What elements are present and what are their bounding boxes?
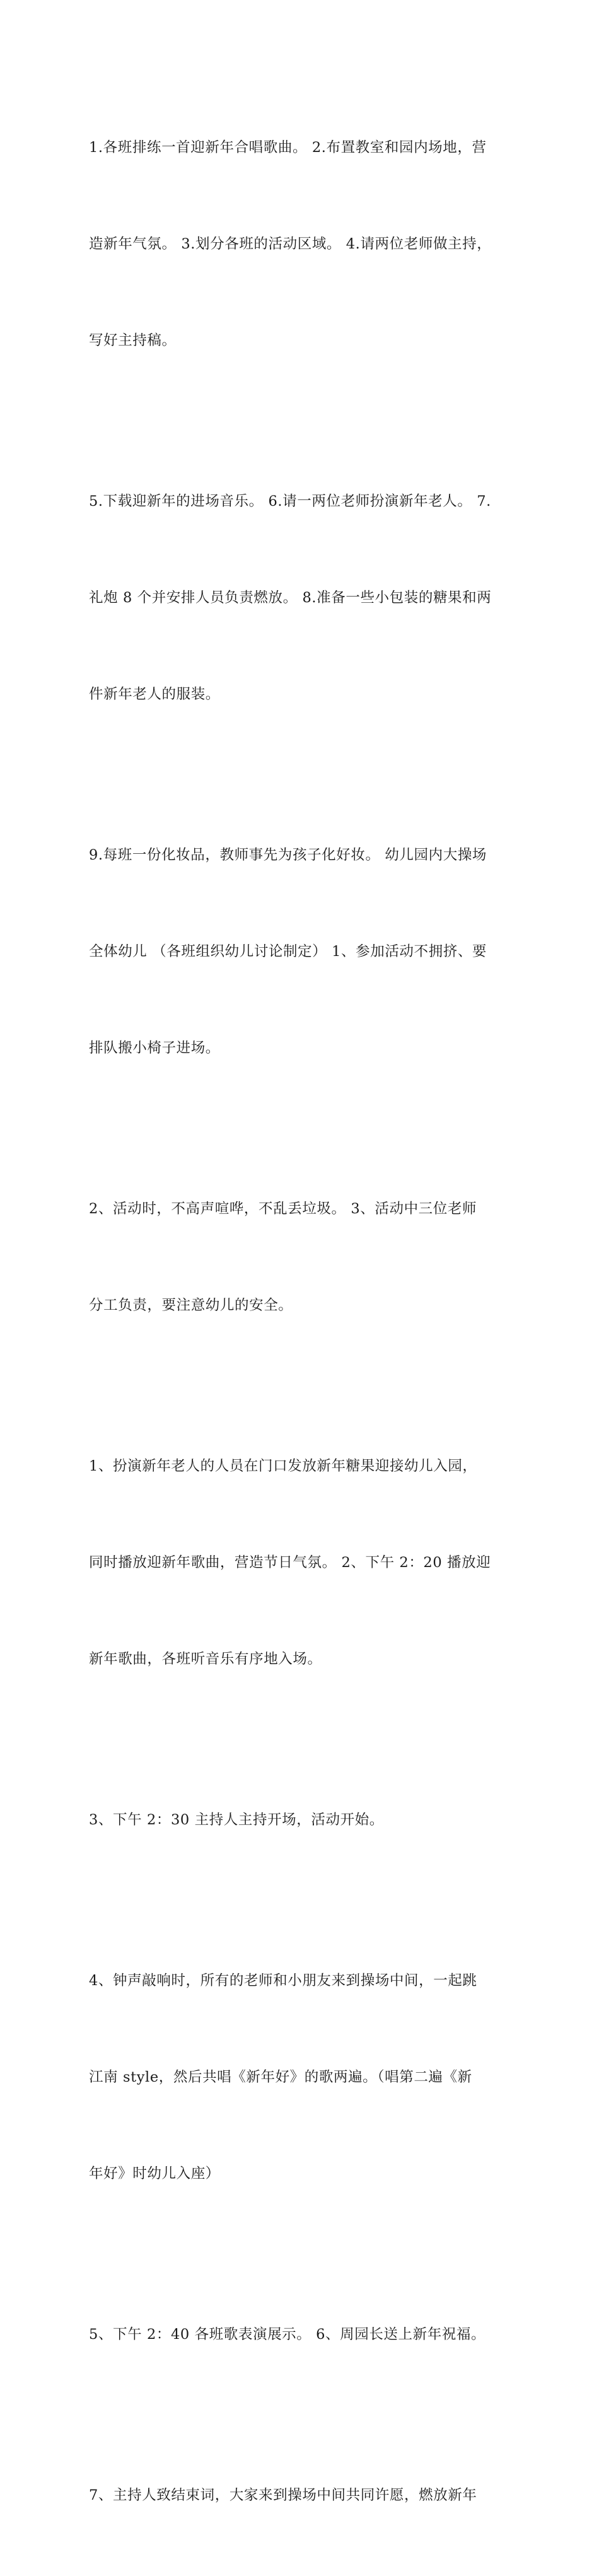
- paragraph-rules-2-3: [89, 1129, 518, 1386]
- document-body: [89, 67, 518, 2576]
- text-line: 7、主持人致结束词，大家来到操场中间共同许愿，燃放新年: [89, 2487, 477, 2503]
- text-line: 9.每班一份化妆品，教师事先为孩子化好妆。 幼儿园内大操场: [89, 847, 487, 863]
- text-line: 江南 style，然后共唱《新年好》的歌两遍。（唱第二遍《新: [89, 2069, 472, 2085]
- paragraph-process-3: [89, 1740, 518, 1901]
- text-line: 年好》时幼儿入座）: [89, 2165, 220, 2182]
- paragraph-venue-and-rules: [89, 775, 518, 1129]
- paragraph-process-1-2: [89, 1386, 518, 1740]
- text-line: 4、钟声敲响时，所有的老师和小朋友来到操场中间，一起跳: [89, 1973, 477, 1989]
- paragraph-process-7: [89, 2415, 518, 2576]
- text-line: 礼炮 8 个并安排人员负责燃放。 8.准备一些小包装的糖果和两: [89, 590, 492, 606]
- paragraph-preparations-1: [89, 67, 518, 421]
- text-line: 新年歌曲，各班听音乐有序地入场。: [89, 1651, 322, 1667]
- text-line: 5.下载迎新年的进场音乐。 6.请一两位老师扮演新年老人。 7.: [89, 493, 491, 510]
- paragraph-process-5-6: [89, 2254, 518, 2415]
- text-line: 写好主持稿。: [89, 332, 177, 349]
- paragraph-preparations-2: [89, 421, 518, 775]
- text-line: 全体幼儿 （各班组织幼儿讨论制定） 1、参加活动不拥挤、要: [89, 943, 487, 960]
- text-line: 5、下午 2：40 各班歌表演展示。 6、周园长送上新年祝福。: [89, 2326, 486, 2343]
- text-line: 3、下午 2：30 主持人主持开场，活动开始。: [89, 1812, 384, 1828]
- text-line: 2、活动时，不高声喧哗，不乱丢垃圾。 3、活动中三位老师: [89, 1201, 477, 1217]
- text-line: 1、扮演新年老人的人员在门口发放新年糖果迎接幼儿入园，: [89, 1458, 477, 1474]
- text-line: 造新年气氛。 3.划分各班的活动区域。 4.请两位老师做主持，: [89, 236, 492, 252]
- text-line: 同时播放迎新年歌曲，营造节日气氛。 2、下午 2：20 播放迎: [89, 1554, 491, 1571]
- text-line: 1.各班排练一首迎新年合唱歌曲。 2.布置教室和园内场地，营: [89, 139, 487, 156]
- text-line: 件新年老人的服装。: [89, 686, 220, 702]
- text-line: 分工负责，要注意幼儿的安全。: [89, 1297, 293, 1314]
- paragraph-process-4: [89, 1901, 518, 2254]
- text-line: 排队搬小椅子进场。: [89, 1040, 220, 1056]
